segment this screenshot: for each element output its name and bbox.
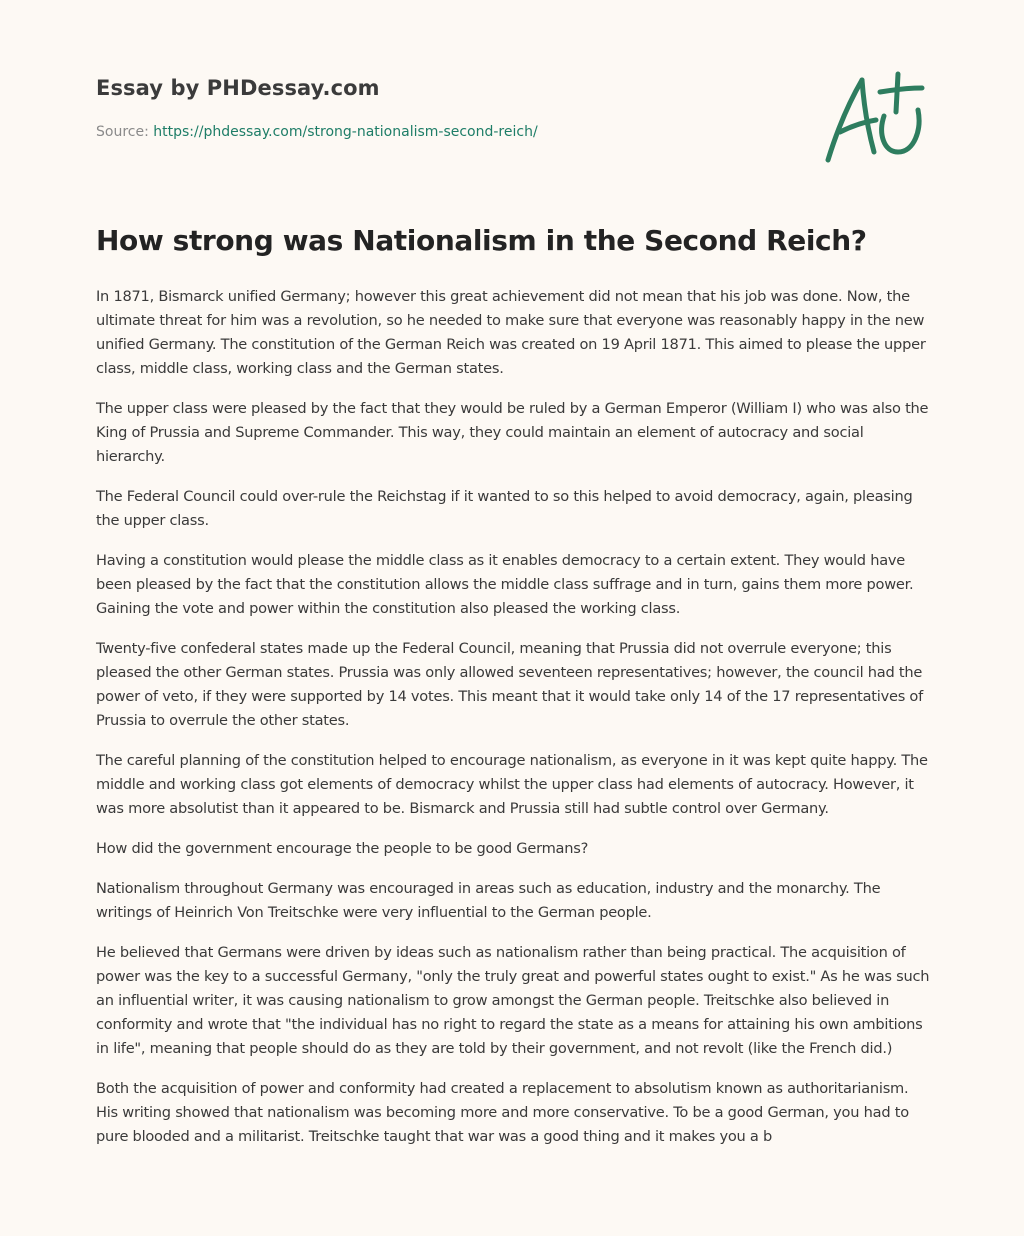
paragraph: He believed that Germans were driven by ideas such as nationalism rather than being practical. The acquisition of power was the key to a successful Germany, "only the truly great and powerful states ought to exist." As he was such an influential writer, it was causing nationalism to grow amongst the German people. Treitschke also believed in conformity and wrote that "the individual has no right to regard the state as a means for attaining his own ambitions in life", meaning that people should do as they are told by their government, and not revolt (like the French did.): [96, 944, 930, 1057]
site-brand: Essay by PHDessay.com: [96, 76, 380, 100]
paragraph: Having a constitution would please the middle class as it enables democracy to a certain extent. They would have been pleased by the fact that the constitution allows the middle class suffrage and in turn, gains them more power. Gaining the vote and power within the constitution also pleased the working class.: [96, 552, 914, 617]
source-label: Source:: [96, 124, 149, 140]
paragraph: Both the acquisition of power and conformity had created a replacement to absolutism known as authoritarianism. His writing showed that nationalism was becoming more and more conservative. To be a good German, you had to pure blooded and a militarist. Treitschke taught that war was a good thing and it makes you a b: [96, 1080, 909, 1145]
source-line: [96, 124, 538, 140]
paragraph: In 1871, Bismarck unified Germany; however this great achievement did not mean that his job was done. Now, the ultimate threat for him was a revolution, so he needed to make sure that everyone was reasonably happy in the new unified Germany. The constitution of the German Reich was created on 19 April 1871. This aimed to please the upper class, middle class, working class and the German states.: [96, 288, 926, 377]
paragraph: The Federal Council could over-rule the Reichstag if it wanted to so this helped to avoid democracy, again, pleasing the upper class.: [96, 488, 913, 529]
paragraph: The careful planning of the constitution helped to encourage nationalism, as everyone in it was kept quite happy. The middle and working class got elements of democracy whilst the upper class had elements of autocracy. However, it was more absolutist than it appeared to be. Bismarck and Prussia still had subtle control over Germany.: [96, 752, 928, 817]
source-link[interactable]: https://phdessay.com/strong-nationalism-second-reich/: [153, 124, 538, 140]
paragraph: Twenty-five confederal states made up the Federal Council, meaning that Prussia did not overrule everyone; this pleased the other German states. Prussia was only allowed seventeen representatives; however, the council had the power of veto, if they were supported by 14 votes. This meant that it would take only 14 of the 17 representatives of Prussia to overrule the other states.: [96, 640, 923, 729]
paragraph: Nationalism throughout Germany was encouraged in areas such as education, industry and the monarchy. The writings of Heinrich Von Treitschke were very influential to the German people.: [96, 880, 881, 921]
essay-title: How strong was Nationalism in the Second Reich?: [96, 224, 867, 257]
essay-body: [96, 285, 930, 1165]
a-plus-logo-icon: [818, 68, 930, 168]
question-paragraph: How did the government encourage the people to be good Germans?: [96, 840, 589, 857]
paragraph: The upper class were pleased by the fact that they would be ruled by a German Emperor (William I) who was also the King of Prussia and Supreme Commander. This way, they could maintain an element of autocracy and social hierarchy.: [96, 400, 929, 465]
